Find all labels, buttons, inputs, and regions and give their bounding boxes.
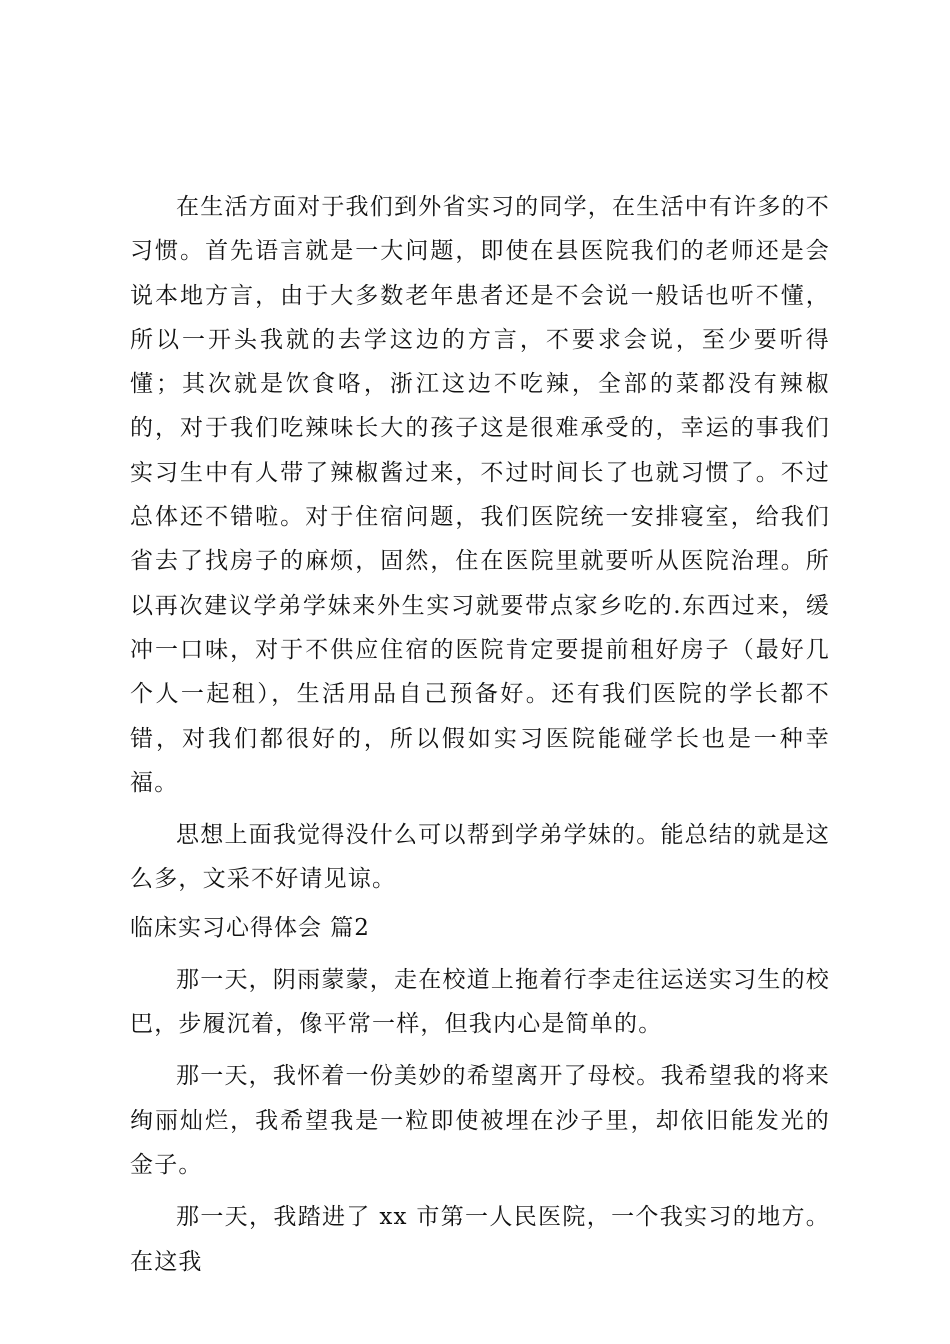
paragraph-thoughts: 思想上面我觉得没什么可以帮到学弟学妹的。能总结的就是这么多，文采不好请见谅。 [130,822,830,893]
paragraph-that-day-rain: 那一天，阴雨蒙蒙，走在校道上拖着行李走往运送实习生的校巴，步履沉着，像平常一样，但我内心是简单的。 [130,966,830,1038]
paragraph-that-day-hope: 那一天，我怀着一份美妙的希望离开了母校。我希望我的将来绚丽灿烂，我希望我是一粒即使被埋在沙子里，却依旧能发光的金子。 [130,1063,830,1178]
paragraph-that-day-hospital: 那一天，我踏进了 xx 市第一人民医院，一个我实习的地方。在这我 [130,1204,830,1275]
section-heading: 临床实习心得体会 篇2 [130,914,370,941]
paragraph-living: 在生活方面对于我们到外省实习的同学，在生活中有许多的不习惯。首先语言就是一大问题，即使在县医院我们的老师还是会说本地方言，由于大多数老年患者还是不会说一般话也听不懂，所以一开头我就的去学这边的方言，不要求会说，至少要听得懂；其次就是饮食咯，浙江这边不吃辣，全部的菜都没有辣椒的，对于我们吃辣味长大的孩子这是很难承受的，幸运的事我们实习生中有人带了辣椒酱过来，不过时间长了也就习惯了。不过总体还不错啦。对于住宿问题，我们医院统一安排寝室，给我们省去了找房子的麻烦，固然，住在医院里就要听从医院治理。所以再次建议学弟学妹来外生实习就要带点家乡吃的.东西过来，缓冲一口味，对于不供应住宿的医院肯定要提前租好房子（最好几个人一起租），生活用品自己预备好。还有我们医院的学长都不错，对我们都很好的，所以假如实习医院能碰学长也是一种幸福。 [130,194,830,796]
document-page [130,185,830,1284]
